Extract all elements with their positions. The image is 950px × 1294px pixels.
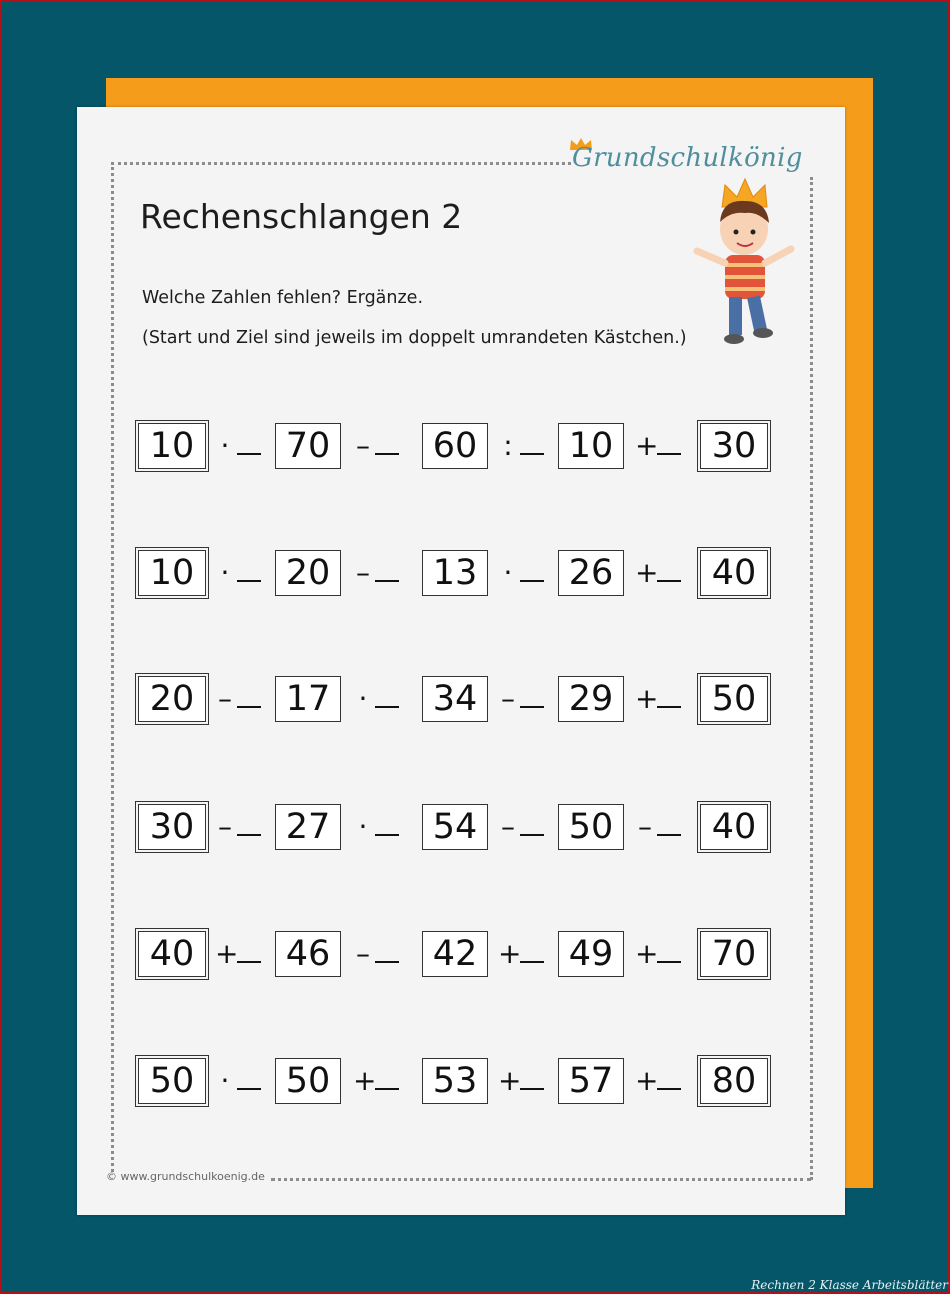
answer-blank[interactable] [375,1088,399,1090]
dotted-border-bottom [271,1178,811,1181]
answer-blank[interactable] [520,706,544,708]
answer-blank[interactable] [237,453,261,455]
number-box: 50 [275,1058,341,1104]
operator-slot [498,931,550,975]
answer-blank[interactable] [375,706,399,708]
number-box: 10 [558,423,624,469]
end-box: 70 [700,931,768,977]
answer-blank[interactable] [520,580,544,582]
operator-slot [498,1058,550,1102]
operator-symbol: + [215,936,239,970]
operator-slot [353,931,405,975]
operator-slot [635,1058,687,1102]
answer-blank[interactable] [657,834,681,836]
instruction-line-2: (Start und Ziel sind jeweils im doppelt umrandeten Kästchen.) [142,328,687,348]
dotted-border-left [111,162,114,1172]
operator-slot [215,676,267,720]
dotted-border-right [810,177,813,1180]
answer-blank[interactable] [375,453,399,455]
answer-blank[interactable] [237,834,261,836]
answer-blank[interactable] [657,961,681,963]
answer-blank[interactable] [520,834,544,836]
answer-blank[interactable] [657,580,681,582]
answer-blank[interactable] [375,834,399,836]
answer-blank[interactable] [520,961,544,963]
number-box: 29 [558,676,624,722]
start-box: 10 [138,423,206,469]
king-kid-illustration [687,177,802,357]
answer-blank[interactable] [657,706,681,708]
start-box: 50 [138,1058,206,1104]
operator-slot [353,550,405,594]
operator-symbol: + [635,1063,659,1097]
answer-blank[interactable] [375,961,399,963]
start-box: 20 [138,676,206,722]
answer-blank[interactable] [520,453,544,455]
exercise-row [135,676,775,726]
operator-symbol: · [358,809,368,843]
operator-symbol: · [358,681,368,715]
operator-slot [215,1058,267,1102]
worksheet [77,107,845,1215]
answer-blank[interactable] [237,580,261,582]
number-box: 26 [558,550,624,596]
number-box: 42 [422,931,488,977]
answer-blank[interactable] [237,706,261,708]
operator-slot [353,676,405,720]
operator-slot [635,550,687,594]
start-box: 40 [138,931,206,977]
end-box: 50 [700,676,768,722]
number-box: 53 [422,1058,488,1104]
operator-slot [635,676,687,720]
number-box: 70 [275,423,341,469]
answer-blank[interactable] [520,1088,544,1090]
caption: Rechnen 2 Klasse Arbeitsblätter [751,1278,948,1292]
operator-slot [635,804,687,848]
operator-symbol: + [635,555,659,589]
number-box: 13 [422,550,488,596]
start-box: 30 [138,804,206,850]
exercise-row [135,1058,775,1108]
operator-slot [498,676,550,720]
number-box: 34 [422,676,488,722]
instruction-line-1: Welche Zahlen fehlen? Ergänze. [142,288,424,308]
number-box: 46 [275,931,341,977]
operator-symbol: + [498,1063,522,1097]
operator-symbol: + [635,936,659,970]
operator-symbol: · [220,428,230,462]
operator-slot [498,550,550,594]
operator-symbol: · [503,555,513,589]
operator-symbol: – [638,809,652,843]
operator-slot [635,423,687,467]
operator-symbol: + [498,936,522,970]
exercise-row [135,550,775,600]
footer-url: © www.grundschulkoenig.de [106,1170,265,1183]
operator-slot [498,804,550,848]
answer-blank[interactable] [237,1088,261,1090]
end-box: 40 [700,804,768,850]
operator-slot [215,804,267,848]
number-box: 27 [275,804,341,850]
answer-blank[interactable] [657,1088,681,1090]
answer-blank[interactable] [237,961,261,963]
operator-symbol: – [356,555,370,589]
operator-slot [353,804,405,848]
number-box: 54 [422,804,488,850]
operator-slot [215,423,267,467]
operator-symbol: + [353,1063,377,1097]
number-box: 20 [275,550,341,596]
end-box: 30 [700,423,768,469]
operator-symbol: – [218,809,232,843]
operator-symbol: : [503,428,513,462]
page-title: Rechenschlangen 2 [140,197,463,236]
operator-slot [353,1058,405,1102]
operator-symbol: + [635,681,659,715]
dotted-border-top [111,162,571,165]
operator-slot [215,931,267,975]
number-box: 60 [422,423,488,469]
operator-symbol: – [218,681,232,715]
answer-blank[interactable] [657,453,681,455]
operator-slot [215,550,267,594]
operator-symbol: – [501,809,515,843]
operator-symbol: – [356,936,370,970]
exercise-row [135,804,775,854]
operator-symbol: – [356,428,370,462]
operator-slot [498,423,550,467]
exercise-row [135,423,775,473]
answer-blank[interactable] [375,580,399,582]
start-box: 10 [138,550,206,596]
end-box: 80 [700,1058,768,1104]
brand-logo: Grundschulkönig [572,143,803,173]
operator-slot [353,423,405,467]
end-box: 40 [700,550,768,596]
number-box: 57 [558,1058,624,1104]
operator-symbol: + [635,428,659,462]
operator-symbol: – [501,681,515,715]
operator-symbol: · [220,555,230,589]
exercise-row [135,931,775,981]
operator-symbol: · [220,1063,230,1097]
number-box: 17 [275,676,341,722]
number-box: 50 [558,804,624,850]
number-box: 49 [558,931,624,977]
operator-slot [635,931,687,975]
